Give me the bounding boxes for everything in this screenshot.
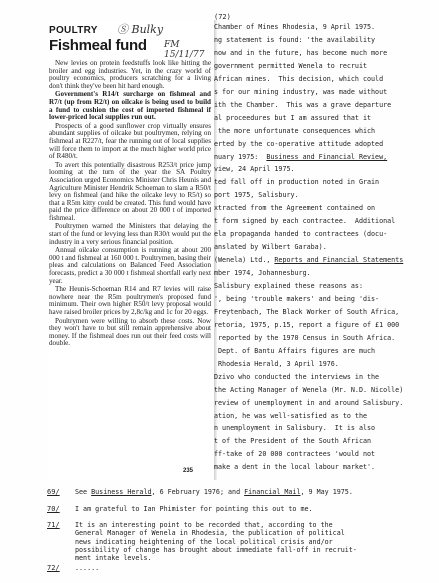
footnote-number: 71/: [47, 521, 60, 529]
footnote-text-part: See: [75, 488, 92, 496]
clipping-paragraph: Prospects of a good sunflower crop virtually ensures abundant supplies of oilcake but poultrymen, relying on fishmeal at R227/t, fear the running out of local supplies will force them to import at the much higher world price of R480/t.: [49, 121, 211, 161]
fragment-text: reported by the 1970 Census in South Africa.: [214, 333, 396, 342]
typed-line-fragment: [214, 347, 375, 355]
fragment-text: nuary 1975:: [214, 152, 267, 161]
typed-line-fragment: [214, 88, 387, 96]
typed-line-fragment: [214, 399, 403, 407]
fragment-text: government permitted Wenela to recruit: [214, 61, 367, 70]
fragment-text: ith the Chamber. This was a grave departure: [214, 100, 392, 109]
typed-line-fragment: [214, 269, 311, 277]
typed-line-fragment: [214, 36, 375, 44]
typed-line-fragment: [214, 308, 399, 316]
clipping-paragraph: To avert this potentially disastrous R253/t price jump looming at the turn of the year the SA Poultry Association urged Economics Minister Chris Heunis and Agriculture Minister Hendrik Schoeman to slam a R50/t levy on fishmeal (and hike the oilcake levy to R5/t) so that a R5m kitty could be created. This fund would have paid the price difference on about 20 000 t of imported fishmeal.: [49, 160, 211, 222]
typed-line-fragment: [214, 360, 339, 368]
typed-line-fragment: [214, 140, 383, 148]
fragment-text: xtracted from the Agreement contained on: [214, 204, 376, 213]
cited-publication-title: Financial Mail: [244, 488, 301, 496]
fragment-text: the Acting Manager of Wenela (Mr. N.D. Nicolle): [214, 385, 404, 394]
typed-line-fragment: [214, 282, 363, 290]
typed-line-fragment: [214, 165, 295, 173]
cited-publication-title: Business Herald: [91, 488, 152, 496]
typed-line-fragment: [214, 127, 375, 135]
clipping-kicker: POULTRY: [49, 25, 98, 36]
footnote-text: [75, 488, 430, 496]
clipping-paragraph: The Heunis-Schoeman R14 and R7 levies will raise nowhere near the R5m poultrymen's proposed fund minimum. Their own higher R50/t levy proposal would have raised broiler prices by 2,8c/kg and 1c for 20 eggs.: [49, 285, 211, 316]
fragment-text: al proceedures but I am assured that it: [214, 113, 372, 122]
handwritten-source-note: Ⓢ Bulky: [117, 23, 164, 36]
footnote-text-part: , 6 February 1976; and: [151, 488, 245, 496]
typed-line-fragment: [214, 424, 375, 432]
typed-line-fragment: [214, 62, 367, 70]
fragment-text: t of the President of the South African: [214, 437, 372, 446]
fragment-text: retoria, 1975, p.15, report a figure of £1 000: [214, 320, 400, 329]
fragment-text: make a dent in the local labour market'.: [214, 463, 376, 472]
typed-line-fragment: [214, 243, 327, 251]
clipping-body: [49, 60, 211, 349]
footnote-number: 70/: [47, 505, 60, 513]
fragment-text: review of unemployment in and around Salisbury.: [214, 398, 404, 407]
newspaper-clipping: [47, 20, 214, 480]
fragment-text: ', being 'trouble makers' and being 'dis-: [214, 294, 380, 303]
fragment-text: Freytenbach, The Black Worker of South Africa,: [214, 307, 400, 316]
fragment-text: t form signed by each contractee. Additional: [214, 217, 396, 226]
fragment-text: port 1975, Salisbury.: [214, 191, 299, 200]
footnote-text: I am grateful to Ian Phimister for pointing this out to me.: [75, 505, 313, 513]
fragment-text: ff-take of 20 000 contractees 'would not: [214, 450, 376, 459]
fragment-text: mber 1974, Johannesburg.: [214, 269, 311, 278]
fragment-text: Dzivo who conducted the interviews in the: [214, 372, 380, 381]
fragment-text: s for our mining industry, was made without: [214, 87, 388, 96]
typed-line-fragment: [214, 230, 387, 238]
fragment-text: Chamber of Mines Rhodesia, 9 April 1975.: [214, 23, 376, 31]
fragment-text: the more unfortunate consequences which: [214, 126, 376, 135]
typed-line-fragment: [214, 386, 403, 394]
footnote-text: ......: [75, 564, 100, 572]
fragment-text: ation, he was well-satisfied as to the: [214, 411, 367, 420]
footnote-number: 69/: [47, 488, 60, 496]
typed-line-fragment: [214, 114, 371, 122]
typed-line-fragment: [214, 23, 375, 31]
typed-line-fragment: [214, 49, 387, 57]
typed-line-fragment: [214, 373, 379, 381]
typed-line-fragment: [214, 295, 379, 303]
footnote-text-part: , 9 May 1975.: [300, 488, 353, 496]
fragment-text: erted by the co-operative attitude adopted: [214, 139, 384, 148]
handwritten-date-note: FM 15/11/77: [164, 40, 205, 60]
clipping-paragraph: New levies on protein feedstuffs look like hitting the broiler and egg industries. Yet, in the crazy world of poultry economics, producers scratching for a living don't think they've been hit hard enough.: [49, 59, 211, 90]
typed-line-fragment: [214, 321, 399, 329]
fragment-text: view, 24 April 1975.: [214, 165, 295, 174]
typed-line-fragment: [214, 191, 299, 199]
clipping-header: [47, 20, 214, 60]
fragment-underlined-title: Reports and Financial Statements: [274, 256, 404, 265]
clipping-paragraph: Annual oilcake consumption is running at about 200 000 t and fishmeal at 160 000 t. Poultrymen, basing their pleas and calculations on Balanced Feed Association forecasts, predict a 30 000 t fishmeal shortfall early next year.: [49, 246, 211, 285]
typed-line-fragment: [214, 256, 403, 264]
fragment-text: Dept. of Bantu Affairs figures are much: [214, 346, 376, 355]
typed-line-fragment: [214, 178, 379, 186]
page-folio: (72): [214, 13, 231, 21]
clipping-paragraph: Poultrymen were willing to absorb these costs. Now they won't have to but still remain apprehensive about money. If the fishmeal does run out their feed costs will double.: [49, 316, 211, 348]
typed-line-fragment: [214, 450, 375, 458]
clipping-paragraph: Government's R14/t surcharge on fishmeal and R7/t (up from R2/t) on oilcake is being used to build a fund to cushion the cost of imported fishmeal if lower-priced local supplies run out.: [49, 90, 211, 122]
typed-line-fragment: [214, 463, 375, 471]
typed-line-fragment: [214, 204, 375, 212]
fragment-text: African mines. This decision, which could: [214, 74, 384, 83]
fragment-underlined-title: Business and Financial Review,: [266, 152, 388, 161]
typed-line-fragment: [214, 217, 395, 225]
fragment-text: Rhodesia Herald, 3 April 1976.: [214, 359, 339, 368]
typed-line-fragment: [214, 153, 387, 161]
clipping-headline: Fishmeal fund: [49, 37, 147, 54]
fragment-text: n unemployment in Salisbury. It is also: [214, 424, 376, 433]
typed-line-fragment: [214, 101, 391, 109]
fragment-text: now and in the future, has become much more: [214, 48, 388, 57]
fragment-text: ted fall off in production noted in Grain: [214, 178, 380, 187]
footnote-text: It is an interesting point to be recorded that, according to the General Manager of Wenela in Rhodesia, the publication of political news indicating heightening of the local political crisis and/or possibility of change has brought about immediate fall-off in recruit- ment intake levels.: [75, 521, 357, 563]
clipping-paragraph: Poultrymen warned the Ministers that delaying the start of the fund or levying less than R30/t would put the industry in a very serious financial position.: [49, 222, 211, 246]
typed-line-fragment: [214, 437, 371, 445]
fragment-text: ela propaganda handed to contractees (docu-: [214, 230, 388, 239]
fragment-text: (Wenela) Ltd.,: [214, 256, 275, 265]
typed-line-fragment: [214, 412, 367, 420]
clipping-page-number: 235: [183, 468, 194, 474]
fragment-text: anslated by Wilbert Garaba).: [214, 243, 327, 252]
fragment-text: Salisbury explained these reasons as:: [214, 282, 363, 290]
footnote-number: 72/: [47, 564, 60, 572]
typed-line-fragment: [214, 75, 383, 83]
typed-line-fragment: [214, 334, 395, 342]
fragment-text: ng statement is found: 'the availability: [214, 35, 376, 44]
